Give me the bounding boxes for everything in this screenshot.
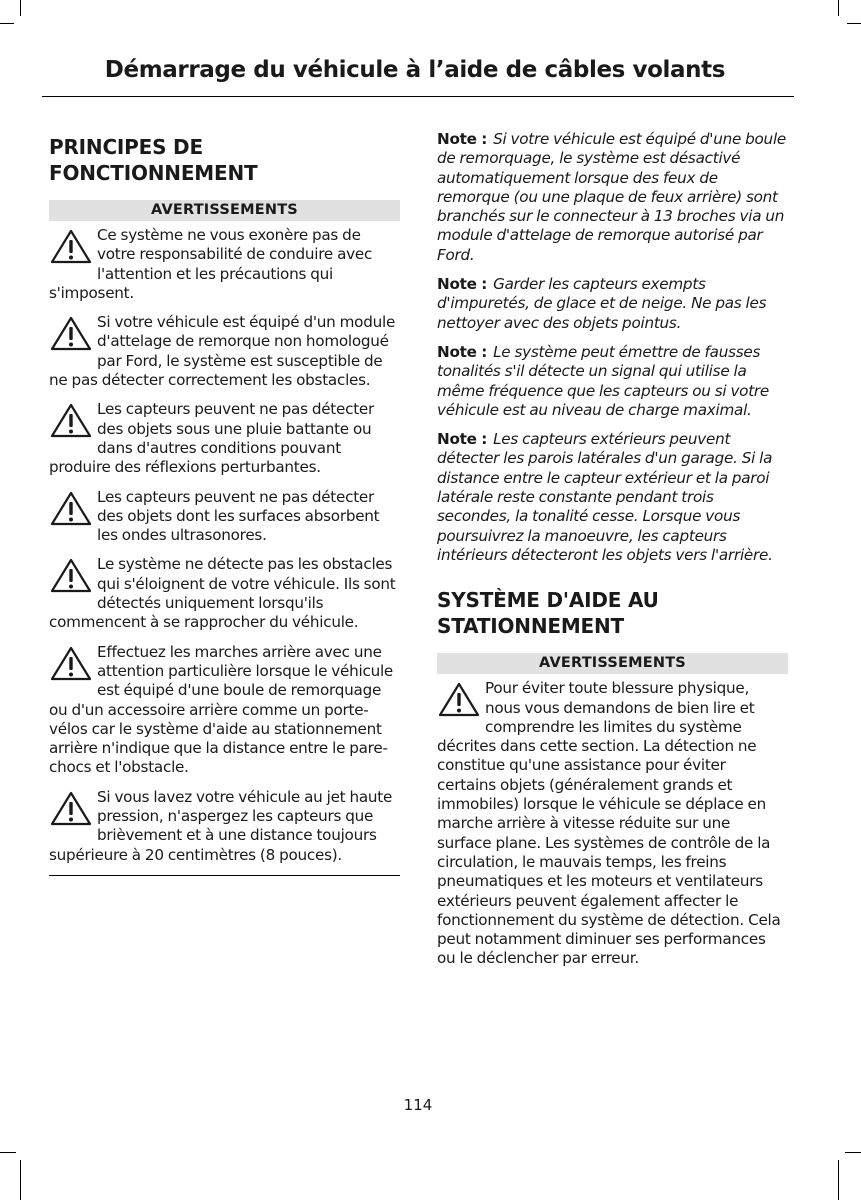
note-label: Note : bbox=[437, 275, 488, 294]
warning-item bbox=[49, 643, 400, 778]
warning-text: Effectuez les marches arrière avec une attention particulière lorsque le véhicule est équipé d'une boule de remorquage ou d'un accessoire arrière comme un porte-vélos car le système d'aide au stationnement arrière n'indique que la distance entre le pare-chocs et l'obstacle. bbox=[49, 642, 394, 777]
note-text: Les capteurs extérieurs peuvent détecter les parois latérales d'un garage. Si la distance entre le capteur extérieur et la paroi latérale reste constante pendant trois secondes, la tonalité cesse. Lorsque vous poursuivrez la manoeuvre, les capteurs intérieurs détecteront les objets vers l'arrière. bbox=[437, 430, 773, 564]
crop-mark bbox=[20, 0, 21, 16]
note-label: Note : bbox=[437, 130, 488, 148]
crop-mark bbox=[838, 1160, 839, 1200]
note bbox=[437, 430, 788, 565]
crop-mark bbox=[845, 1152, 861, 1153]
warnings-end-rule bbox=[49, 875, 400, 876]
page-header-title: Démarrage du véhicule à l’aide de câbles volants bbox=[104, 57, 725, 83]
note-text: Si votre véhicule est équipé d'une boule de remorquage, le système est désactivé automatiquement lorsque des feux de remorque (ou une plaque de feux arrière) sont branchés sur le connecteur à 13 broches via un module d'attelage de remorque autorisé par Ford. bbox=[437, 130, 787, 264]
warnings-header: AVERTISSEMENTS bbox=[437, 653, 788, 674]
page-number: 114 bbox=[403, 1096, 433, 1114]
section-title-principes: PRINCIPES DE FONCTIONNEMENT bbox=[49, 135, 258, 185]
warning-item bbox=[49, 226, 400, 303]
warning-text: Si vous lavez votre véhicule au jet haute pression, n'aspergez les capteurs que brièvement et à une distance toujours supérieure à 20 centimètres (8 pouces). bbox=[49, 787, 393, 864]
warning-triangle-icon bbox=[49, 491, 93, 527]
warning-triangle-icon bbox=[49, 229, 93, 265]
note-label: Note : bbox=[437, 342, 488, 361]
warning-triangle-icon bbox=[49, 316, 93, 352]
warning-text: Ce système ne vous exonère pas de votre responsabilité de conduire avec l'attention et les précautions qui s'imposent. bbox=[49, 226, 373, 302]
warning-item bbox=[437, 679, 788, 968]
header-divider bbox=[42, 96, 794, 97]
warning-triangle-icon bbox=[49, 646, 93, 682]
warning-text: Les capteurs peuvent ne pas détecter des objets sous une pluie battante ou dans d'autres conditions pouvant produire des réflexions perturbantes. bbox=[49, 400, 374, 477]
crop-mark bbox=[0, 23, 14, 24]
crop-mark bbox=[0, 1152, 16, 1153]
note bbox=[437, 130, 788, 265]
warning-text: Pour éviter toute blessure physique, nous vous demandons de bien lire et comprendre les limites du système décrites dans cette section. La détection ne constitue qu'une assistance pour éviter certains objets (généralement grands et immobiles) lorsque le véhicule se déplace en marche arrière à vitesse réduite sur une surface plane. Les systèmes de contrôle de la circulation, le mauvais temps, les freins pneumatiques et les moteurs et ventilateurs extérieurs peuvent également affecter le fonctionnement du système de détection. Cela peut notamment diminuer ses performances ou le déclencher par erreur. bbox=[437, 679, 781, 968]
note bbox=[437, 343, 788, 420]
note-text: Le système peut émettre de fausses tonalités s'il détecte un signal qui utilise la même fréquence que les capteurs ou si votre véhicule est au niveau de charge maximal. bbox=[437, 342, 770, 419]
warning-item bbox=[49, 313, 400, 390]
left-column bbox=[49, 130, 400, 876]
warnings-list bbox=[49, 226, 400, 865]
crop-mark bbox=[847, 23, 861, 24]
warning-triangle-icon bbox=[437, 682, 481, 718]
parking-aid-section bbox=[437, 587, 788, 968]
warning-text: Le système ne détecte pas les obstacles qui s'éloignent de votre véhicule. Ils sont détectés uniquement lorsqu'ils commencent à se rapprocher du véhicule. bbox=[49, 555, 396, 632]
warning-triangle-icon bbox=[49, 403, 93, 439]
warning-text: Les capteurs peuvent ne pas détecter des objets dont les surfaces absorbent les ondes ultrasonores. bbox=[97, 487, 380, 545]
warning-triangle-icon bbox=[49, 791, 93, 827]
warning-triangle-icon bbox=[49, 558, 93, 594]
warning-item bbox=[49, 400, 400, 477]
warning-item bbox=[49, 488, 400, 546]
warnings-header: AVERTISSEMENTS bbox=[49, 200, 400, 221]
note-label: Note : bbox=[437, 430, 488, 449]
crop-mark bbox=[838, 0, 839, 16]
warning-text: Si votre véhicule est équipé d'un module d'attelage de remorque non homologué par Ford, le système est susceptible de ne pas détecter correctement les obstacles. bbox=[49, 313, 396, 390]
right-column bbox=[437, 130, 788, 979]
warning-item bbox=[49, 788, 400, 865]
crop-mark bbox=[20, 1160, 21, 1200]
section-title-parking-aid: SYSTÈME D'AIDE AU STATIONNEMENT bbox=[437, 588, 659, 639]
warning-item bbox=[49, 555, 400, 632]
note-text: Garder les capteurs exempts d'impuretés, de glace et de neige. Ne pas les nettoyer avec des objets pointus. bbox=[437, 275, 767, 332]
note bbox=[437, 275, 788, 333]
